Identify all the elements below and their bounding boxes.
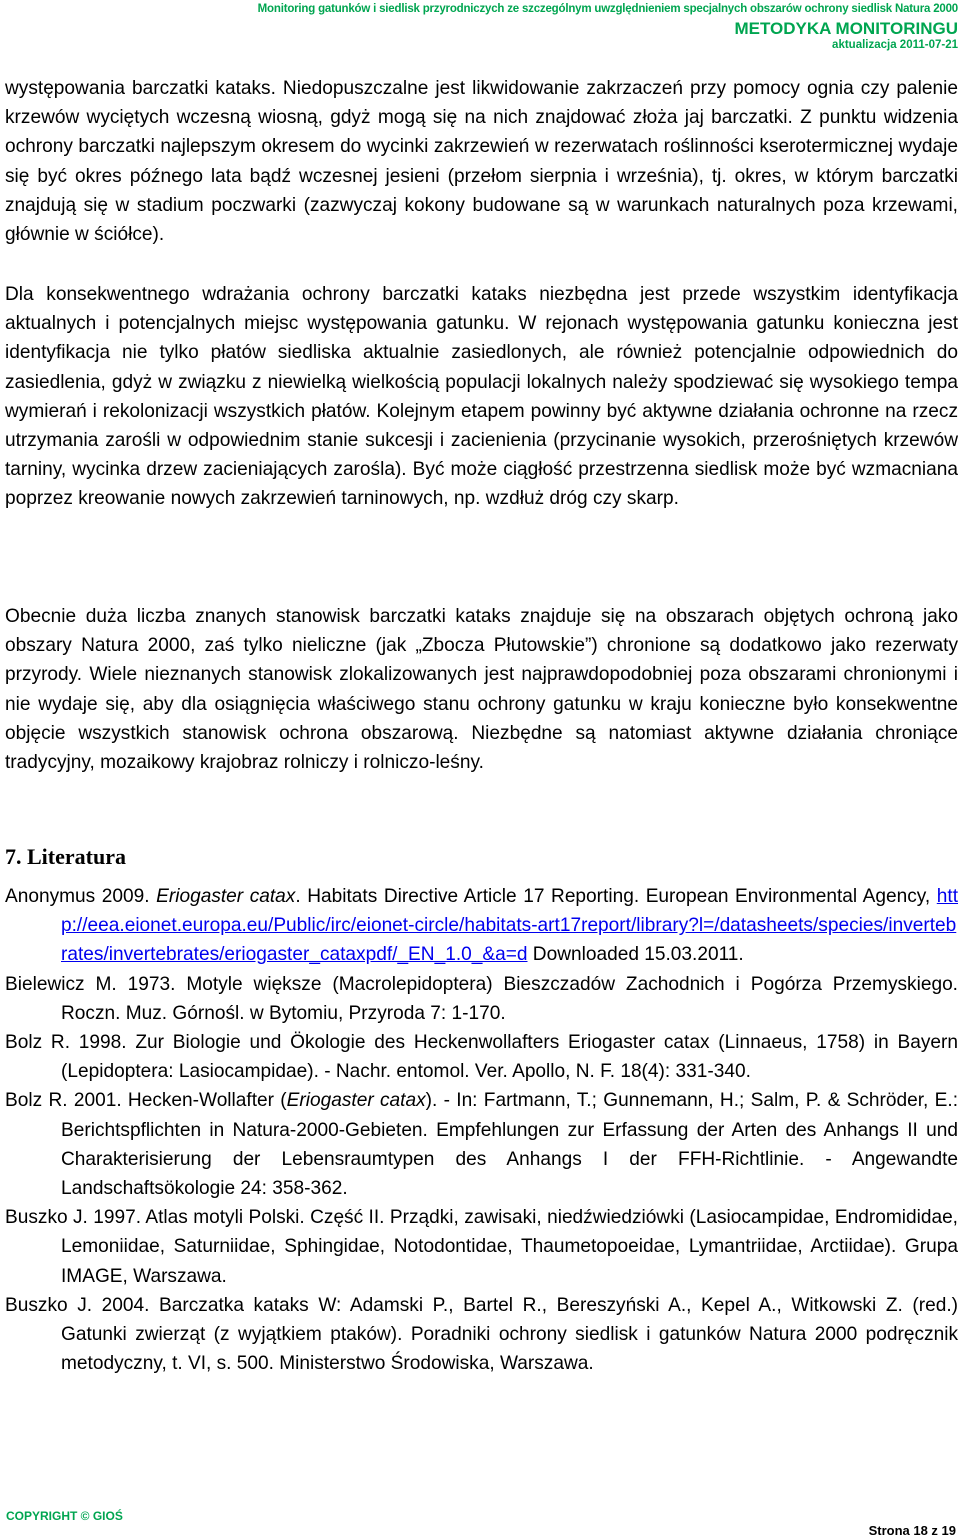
reference-text: Anonymus 2009. — [5, 886, 157, 907]
reference-text: . Habitats Directive Article 17 Reporting. European Environmental Agency, — [295, 886, 937, 907]
body-paragraph-1: występowania barczatki kataks. Niedopuszczalne jest likwidowanie zakrzaczeń przy pomocy ognia czy palenie krzewów wyciętych wczesną wiosną, gdyż mogą się na nich znajdować złoża jaj barczatki. Z punktu widzenia ochrony barczatki najlepszym okresem do wycinki zakrzewień w rezerwatach roślinności kserotermicznej wydaje się być okres późnego lata bądź wczesnej jesieni (przełom sierpnia i września), tj. okres, w którym barczatki znajdują się w stadium poczwarki (zazwyczaj kokony budowane są w warunkach naturalnych poza krzewami, głównie w ściółce). — [5, 78, 958, 246]
species-name: Eriogaster catax — [286, 1090, 426, 1112]
body-paragraph-3: Obecnie duża liczba znanych stanowisk barczatki kataks znajduje się na obszarach objętych ochroną jako obszary Natura 2000, zaś tylko nieliczne (jak „Zbocza Płutowskie”) chronione są dodatkowo jako rezerwaty przyrody. Wiele nieznanych stanowisk zlokalizowanych jest najprawdopodobniej poza obszarami chronionymi i nie wydaje się, aby dla osiągnięcia właściwego stanu ochrony gatunku w kraju konieczne było konsekwentne objęcie wszystkich stanowisk ochrona obszarową. Niezbędne są natomiast aktywne działania chroniące tradycyjny, mozaikowy krajobraz rolniczy i rolniczo-leśny. — [5, 606, 958, 774]
page-number: Strona 18 z 19 — [868, 1523, 956, 1538]
reference-text: Bolz R. 2001. Hecken-Wollafter ( — [5, 1090, 287, 1112]
reference-item-buszko-2004: Buszko J. 2004. Barczatka kataks W: Adamski P., Bartel R., Bereszyński A., Kepel A., Witkowski Z. (red.) Gatunki zwierząt (z wyjątkiem ptaków). Poradniki ochrony siedlisk i gatunków Natura 2000 podręcznik metodyczny, t. VI, s. 500. Ministerstwo Środowiska, Warszawa. — [5, 1294, 958, 1375]
reference-list — [5, 882, 958, 1378]
species-name: Eriogaster catax — [156, 886, 296, 907]
body-paragraph-2: Dla konsekwentnego wdrażania ochrony barczatki kataks niezbędna jest przede wszystkim identyfikacja aktualnych i potencjalnych miejsc występowania gatunku. W rejonach występowania gatunku konieczna jest identyfikacja nie tylko płatów siedliska aktualnie zasiedlonych, ale również potencjalnie odpowiednich do zasiedlenia, gdyż w związku z niewielką wielkością populacji lokalnych należy spodziewać się wysokiego tempa wymierań i rekolonizacji wszystkich płatów. Kolejnym etapem powinny być aktywne działania ochronne na rzecz utrzymania zarośli w odpowiednim stanie sukcesji i zacienienia (przycinanie wysokich, przerośniętych krzewów tarniny, wycinka drzew zacieniających zarośla). Być może ciągłość przestrzenna siedlisk może być wzmacniana poprzez kreowanie nowych zakrzewień tarninowych, np. wzdłuż dróg czy skarp. — [5, 284, 958, 510]
header-update-date: aktualizacja 2011-07-21 — [832, 39, 958, 51]
reference-item-bielewicz-1973: Bielewicz M. 1973. Motyle większe (Macrolepidoptera) Bieszczadów Zachodnich i Pogórza Przemyskiego. Roczn. Muz. Górnośl. w Bytomiu, Przyroda 7: 1-170. — [5, 973, 958, 1024]
reference-text: ). - In: Fartmann, T.; Gunnemann, H.; Salm, P. & Schröder, E.: Berichtspflichten in Natura-2000-Gebieten. Empfehlungen zur Erfassung der Arten des Anhangs II und Charakterisierung der Lebensraumtypen des Anhangs I der FFH-Richtlinie. - Angewandte Landschaftsökologie 24: 358-362. — [61, 1090, 958, 1200]
header-project-title: Monitoring gatunków i siedlisk przyrodniczych ze szczególnym uwzględnieniem specjalnych obszarów ochrony siedlisk Natura 2000 — [257, 3, 958, 15]
literature-heading: 7. Literatura — [5, 844, 126, 869]
reference-item-bolz-1998: Bolz R. 1998. Zur Biologie und Ökologie des Heckenwollafters Eriogaster catax (Linnaeus, 1758) in Bayern (Lepidoptera: Lasiocampidae). - Nachr. entomol. Ver. Apollo, N. F. 18(4): 331-340. — [5, 1032, 958, 1083]
reference-text: Downloaded 15.03.2011. — [527, 944, 744, 966]
reference-item-bolz-2001 — [5, 1086, 958, 1203]
footer-copyright: COPYRIGHT © GIOŚ — [6, 1509, 123, 1523]
header-section-title: METODYKA MONITORINGU — [734, 19, 958, 38]
reference-url-link[interactable]: http://eea.eionet.europa.eu/Public/irc/eionet-circle/habitats-art17report/library?l=/datasheets/species/invertebrates/invertebrates/eriogaster_cataxpdf/_EN_1.0_&a=d — [61, 886, 958, 966]
reference-item-buszko-1997: Buszko J. 1997. Atlas motyli Polski. Część II. Prządki, zawisaki, niedźwiedziówki (Lasiocampidae, Endromididae, Lemoniidae, Saturniidae, Sphingidae, Notodontidae, Thaumetopoeidae, Lymantriidae, Arctiidae). Grupa IMAGE, Warszawa. — [5, 1207, 958, 1287]
reference-item-anonymus-2009 — [5, 882, 958, 970]
